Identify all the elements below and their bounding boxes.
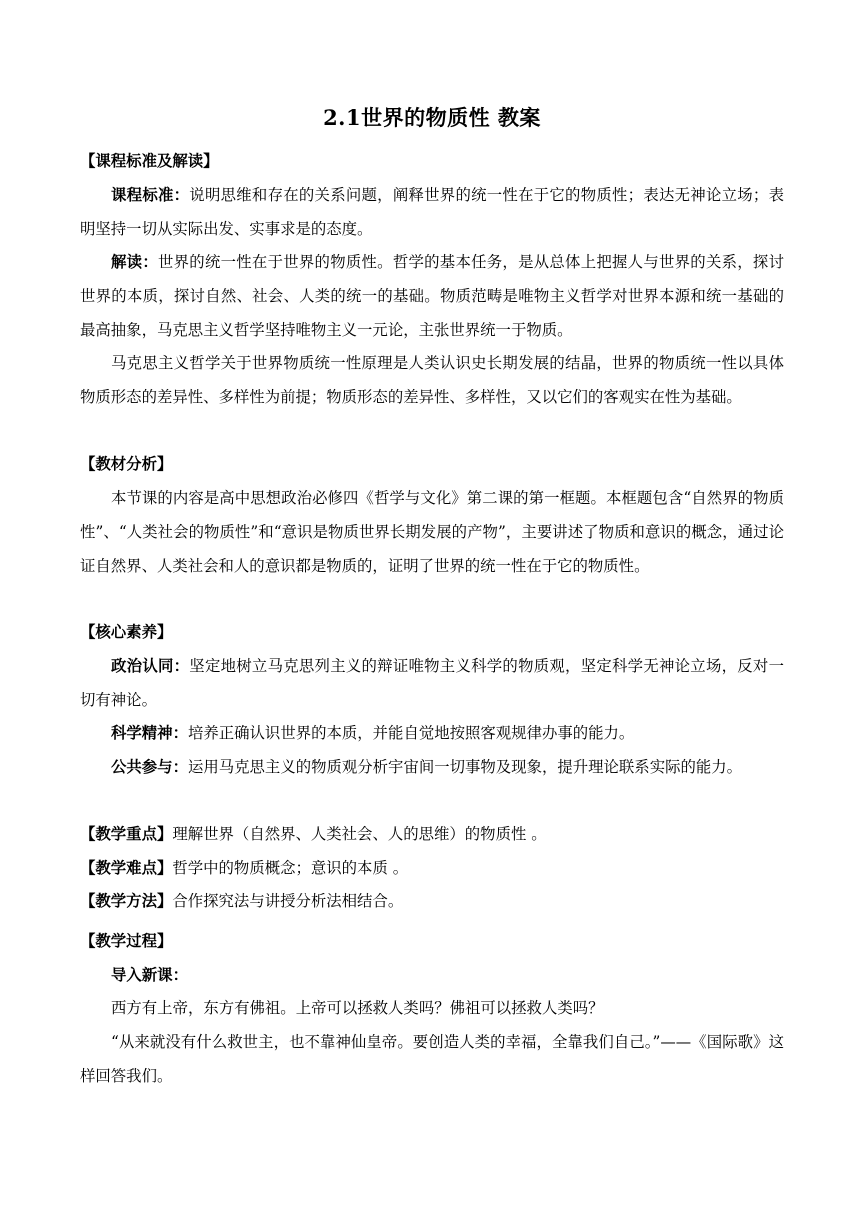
difficulty-heading: 【教学难点】 [80,859,173,877]
standard-lead: 课程标准： [111,186,190,204]
section-heading-analysis: 【教材分析】 [80,455,173,473]
science-lead: 科学精神： [111,724,188,742]
intro-quote-text: “从来就没有什么救世主，也不靠神仙皇帝。要创造人类的幸福，全靠我们自己。”——《国际歌》这样回答我们。 [80,1033,784,1085]
paragraph-political [80,649,784,717]
interpret-lead: 解读： [111,253,158,271]
section-heading-standards: 【课程标准及解读】 [80,152,219,170]
paragraph-principle [80,346,784,414]
method-text: 合作探究法与讲授分析法相结合。 [172,892,404,910]
paragraph-intro-quote [80,1025,784,1093]
interpret-text: 世界的统一性在于世界的物质性。哲学的基本任务，是从总体上把握人与世界的关系，探讨世界的本质，探讨自然、社会、人类的统一的基础。物质范畴是唯物主义哲学对世界本源和统一基础的最高抽象，马克思主义哲学坚持唯物主义一元论，主张世界统一于物质。 [80,253,784,339]
paragraph-science [80,716,784,750]
paragraph-public [80,750,784,784]
political-lead: 政治认同： [111,657,190,675]
paragraph-interpretation [80,245,784,347]
section-heading-literacy: 【核心素养】 [80,623,173,641]
public-lead: 公共参与： [111,758,188,776]
paragraph-difficulty [80,851,784,885]
paragraph-standard [80,178,784,246]
section-heading-process: 【教学过程】 [80,932,173,950]
key-point-heading: 【教学重点】 [80,825,173,843]
science-text: 培养正确认识世界的本质，并能自觉地按照客观规律办事的能力。 [187,724,635,742]
paragraph-intro-question [80,991,784,1025]
key-point-text: 理解世界（自然界、人类社会、人的思维）的物质性 。 [172,825,547,843]
intro-lead: 导入新课： [111,966,188,984]
standard-text: 说明思维和存在的关系问题，阐释世界的统一性在于它的物质性；表达无神论立场；表明坚持一切从实际出发、实事求是的态度。 [80,186,784,238]
paragraph-intro-lead [80,958,784,992]
paragraph-method [80,884,784,918]
intro-question-text: 西方有上帝，东方有佛祖。上帝可以拯救人类吗？佛祖可以拯救人类吗？ [111,999,604,1017]
difficulty-text: 哲学中的物质概念；意识的本质 。 [172,859,409,877]
analysis-text: 本节课的内容是高中思想政治必修四《哲学与文化》第二课的第一框题。本框题包含“自然界的物质性”、“人类社会的物质性”和“意识是物质世界长期发展的产物”，主要讲述了物质和意识的概念，通过论证自然界、人类社会和人的意识都是物质的，证明了世界的统一性在于它的物质性。 [80,489,784,575]
paragraph-key-point [80,817,784,851]
page-title: 2.1世界的物质性 教案 [323,105,541,130]
principle-text: 马克思主义哲学关于世界物质统一性原理是人类认识史长期发展的结晶，世界的物质统一性以具体物质形态的差异性、多样性为前提；物质形态的差异性、多样性，又以它们的客观实在性为基础。 [80,354,784,406]
political-text: 坚定地树立马克思列主义的辩证唯物主义科学的物质观，坚定科学无神论立场，反对一切有神论。 [80,657,784,709]
public-text: 运用马克思主义的物质观分析宇宙间一切事物及现象，提升理论联系实际的能力。 [187,758,743,776]
method-heading: 【教学方法】 [80,892,173,910]
paragraph-analysis [80,481,784,583]
